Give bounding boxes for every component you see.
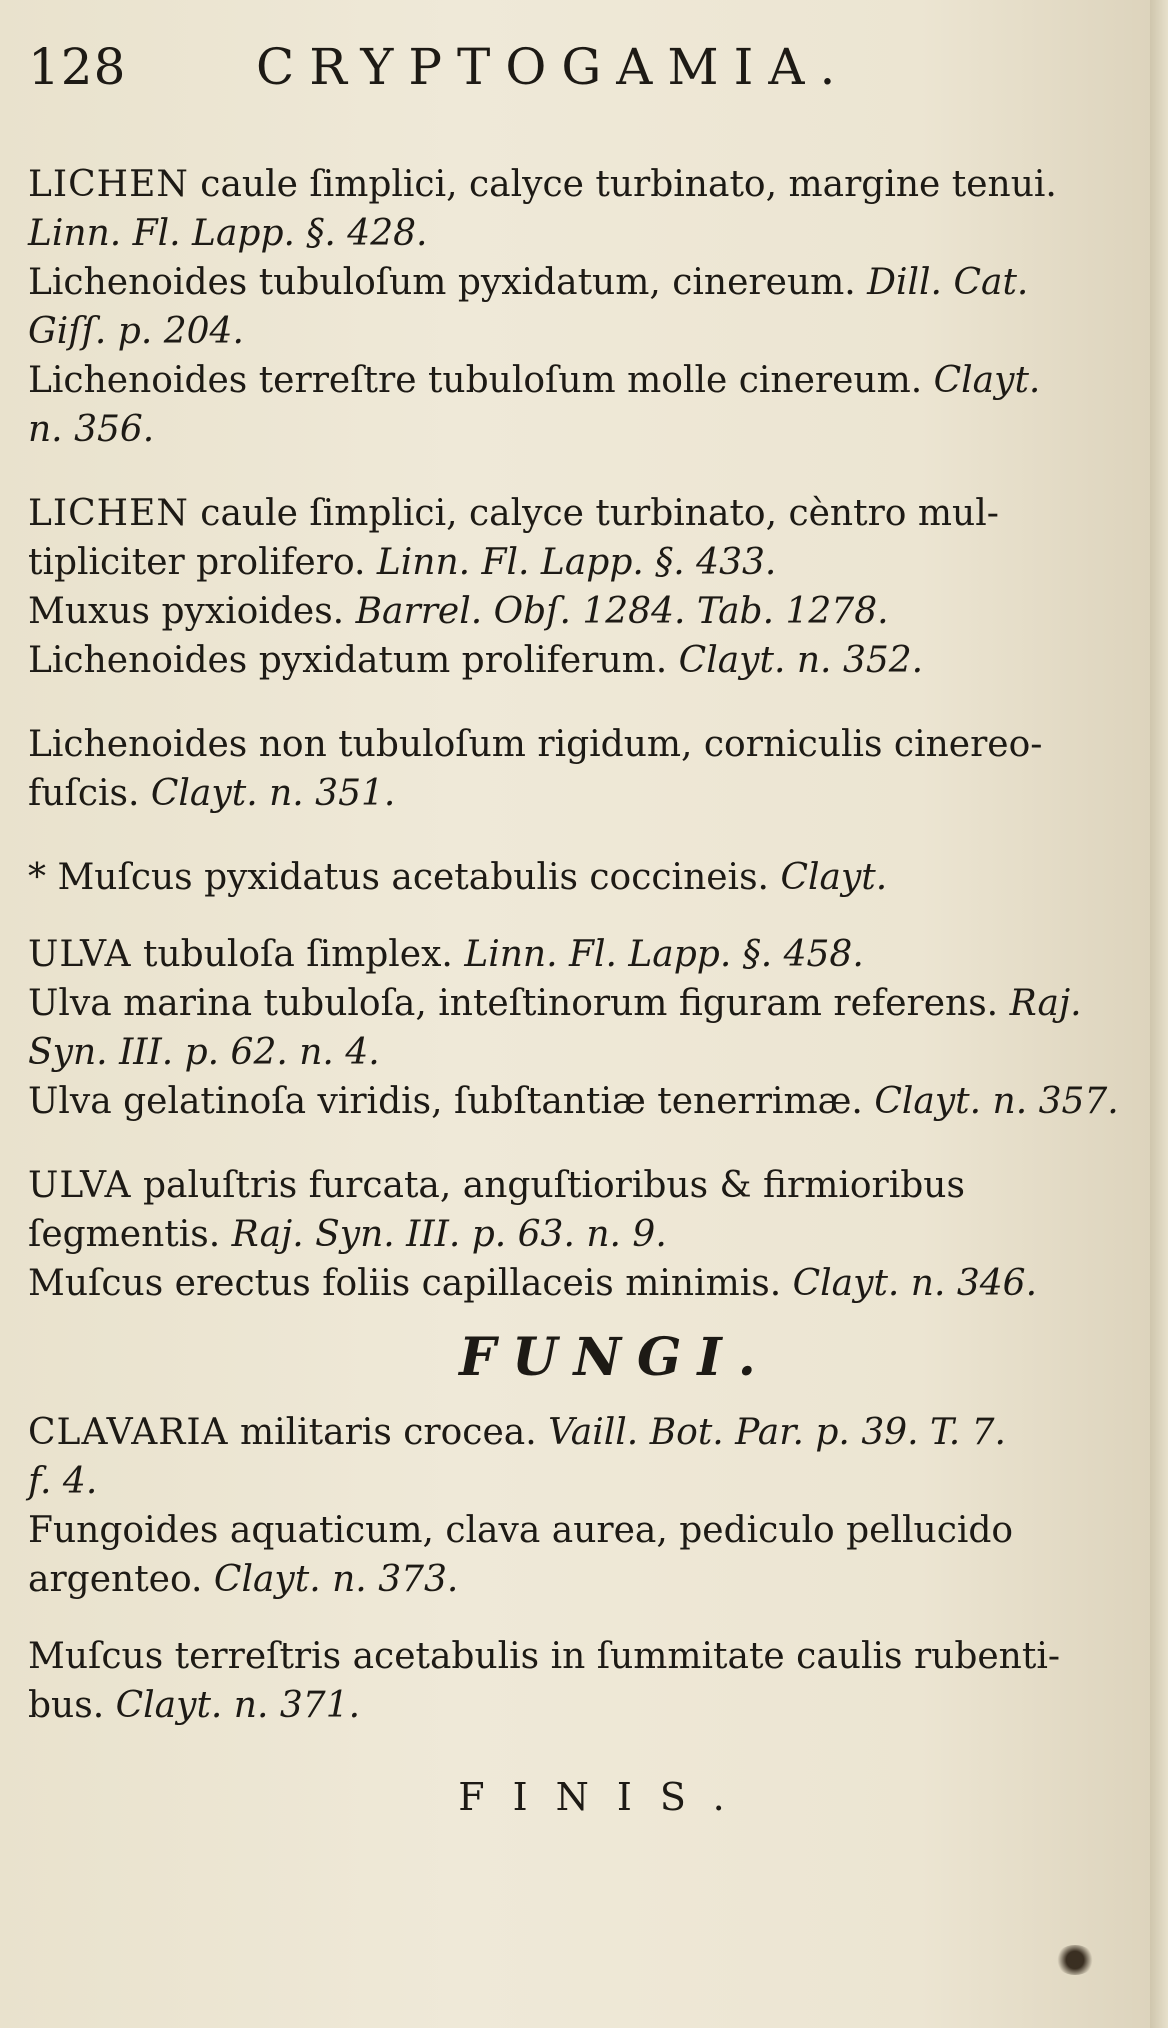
- genus-name: LICHEN: [28, 164, 189, 205]
- entry-line: [28, 1028, 1123, 1077]
- genus-name: CLAVARIA: [28, 1412, 229, 1453]
- entry-text: militaris crocea.: [228, 1412, 549, 1453]
- entry-line: [28, 1457, 1123, 1506]
- entry-reference: Linn. Fl. Lapp. §. 458.: [464, 934, 864, 975]
- entry-reference: Clayt. n. 371.: [115, 1685, 361, 1726]
- entry-text: caule ſimplici, calyce turbinato, margine tenui.: [188, 164, 1057, 205]
- entry-reference: Vaill. Bot. Par. p. 39. T. 7.: [548, 1412, 1006, 1453]
- entry-text: * Muſcus pyxidatus acetabulis coccineis.: [28, 857, 781, 898]
- ink-stain: [1055, 1945, 1095, 1975]
- entry-line: [28, 1506, 1123, 1555]
- entry-line: [28, 979, 1123, 1028]
- entry-reference: Linn. Fl. Lapp. §. 433.: [376, 542, 777, 583]
- entry-line: [28, 209, 1123, 258]
- entry-reference: Raj.: [1009, 983, 1082, 1024]
- genus-name: LICHEN: [28, 493, 189, 534]
- species-entry: [28, 720, 1123, 818]
- entry-reference: Clayt. n. 351.: [150, 773, 396, 814]
- entry-reference: Raj. Syn. III. p. 63. n. 9.: [231, 1214, 667, 1255]
- entry-line: [28, 853, 1123, 902]
- page-header: [28, 30, 1128, 100]
- entry-reference: Barrel. Obſ. 1284. Tab. 1278.: [355, 591, 889, 632]
- species-entry: [28, 1632, 1123, 1730]
- entry-reference: Giſſ. p. 204.: [28, 311, 244, 352]
- entry-reference: Clayt.: [933, 360, 1041, 401]
- species-entry: [28, 160, 1123, 454]
- entry-text: tipliciter prolifero.: [28, 542, 377, 583]
- entry-text: Lichenoides tubuloſum pyxidatum, cinereum.: [28, 262, 868, 303]
- entry-text: Muxus pyxioides.: [28, 591, 356, 632]
- entry-reference: Linn. Fl. Lapp. §. 428.: [28, 213, 428, 254]
- entry-text: Lichenoides non tubuloſum rigidum, corniculis cinereo-: [28, 724, 1043, 765]
- species-entry: [28, 1161, 1123, 1308]
- section-heading: FUNGI.: [459, 1327, 772, 1388]
- entry-line: [28, 1681, 1123, 1730]
- species-entry: [28, 930, 1123, 1126]
- entry-text: argenteo.: [28, 1559, 214, 1600]
- entry-reference: Syn. III. p. 62. n. 4.: [28, 1032, 380, 1073]
- species-entry: [28, 489, 1123, 685]
- page-content: [28, 160, 1123, 1819]
- entry-line: [28, 1161, 1123, 1210]
- genus-name: ULVA: [28, 1165, 132, 1206]
- entry-line: [28, 1210, 1123, 1259]
- entry-reference: Clayt.: [780, 857, 888, 898]
- entry-line: [28, 160, 1123, 209]
- finis-colophon: FINIS.: [458, 1775, 753, 1819]
- entry-text: Ulva gelatinoſa viridis, ſubſtantiæ tenerrimæ.: [28, 1081, 875, 1122]
- entry-text: ſegmentis.: [28, 1214, 232, 1255]
- entry-line: [28, 1077, 1123, 1126]
- entry-text: Fungoides aquaticum, clava aurea, pediculo pellucido: [28, 1510, 1014, 1551]
- entry-line: [28, 538, 1123, 587]
- entry-reference: Clayt. n. 373.: [213, 1559, 459, 1600]
- entry-text: Lichenoides pyxidatum proliferum.: [28, 640, 679, 681]
- entry-reference: n. 356.: [28, 409, 155, 450]
- entry-text: Lichenoides terreſtre tubuloſum molle cinereum.: [28, 360, 934, 401]
- entry-text: tubuloſa ſimplex.: [131, 934, 465, 975]
- entry-line: [28, 356, 1123, 405]
- entry-line: [28, 258, 1123, 307]
- running-title: CRYPTOGAMIA.: [256, 38, 851, 96]
- entry-line: [28, 307, 1123, 356]
- species-entry: [28, 1408, 1123, 1604]
- entry-reference: Clayt. n. 352.: [678, 640, 924, 681]
- entry-line: [28, 587, 1123, 636]
- entry-line: [28, 1555, 1123, 1604]
- entry-text: paluſtris furcata, anguſtioribus & firmioribus: [131, 1165, 965, 1206]
- entry-line: [28, 405, 1123, 454]
- entry-text: Muſcus erectus foliis capillaceis minimis.: [28, 1263, 793, 1304]
- entry-line: [28, 636, 1123, 685]
- entry-line: [28, 930, 1123, 979]
- entry-text: Muſcus terreſtris acetabulis in ſummitate caulis rubenti-: [28, 1636, 1061, 1677]
- entry-line: [28, 489, 1123, 538]
- entry-reference: Clayt. n. 357.: [874, 1081, 1119, 1122]
- entry-reference: Clayt. n. 346.: [792, 1263, 1038, 1304]
- entry-line: [28, 1632, 1123, 1681]
- page-number: 128: [28, 38, 127, 96]
- entry-text: Ulva marina tubuloſa, inteſtinorum figuram referens.: [28, 983, 1010, 1024]
- entry-reference: Dill. Cat.: [867, 262, 1029, 303]
- entry-line: [28, 1259, 1123, 1308]
- entry-reference: f. 4.: [28, 1461, 98, 1502]
- entry-line: [28, 720, 1123, 769]
- entry-text: bus.: [28, 1685, 116, 1726]
- entry-line: [28, 769, 1123, 818]
- entry-text: caule ſimplici, calyce turbinato, cèntro mul-: [188, 493, 999, 534]
- page-edge: [1150, 0, 1168, 2028]
- entry-text: fuſcis.: [28, 773, 151, 814]
- entry-line: [28, 1408, 1123, 1457]
- genus-name: ULVA: [28, 934, 132, 975]
- species-entry: [28, 853, 1123, 902]
